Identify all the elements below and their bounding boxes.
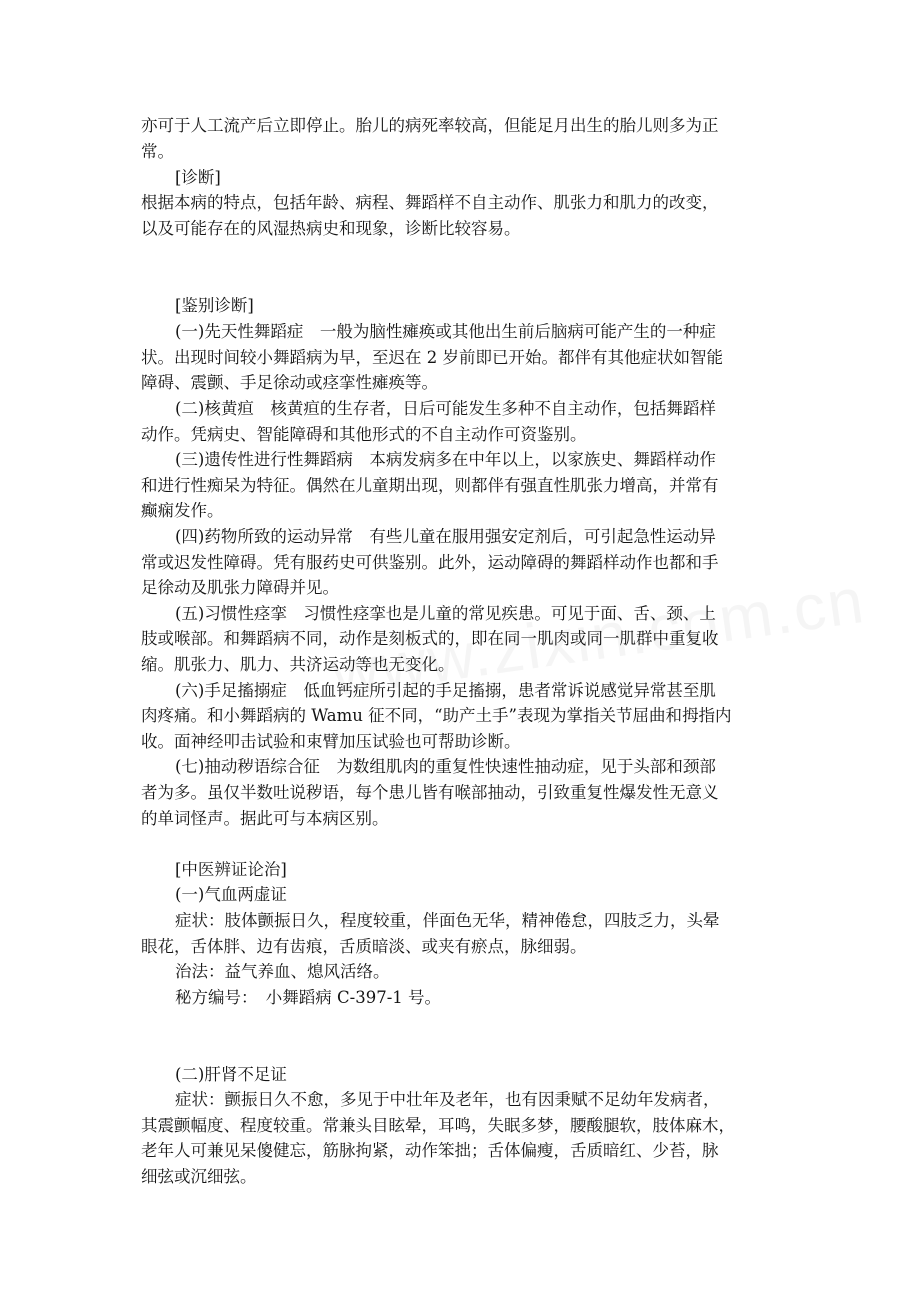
subsection-heading: (二)肝肾不足证: [175, 1065, 287, 1084]
text-line: 肉疼痛。和小舞蹈病的 Wamu 征不同，“助产土手”表现为掌指关节屈曲和拇指内: [141, 706, 732, 725]
text-line: 动作。凭病史、智能障碍和其他形式的不自主动作可资鉴别。: [141, 425, 587, 444]
text-line: (六)手足搐搦症 低血钙症所引起的手足搐搦，患者常诉说感觉异常甚至肌: [175, 681, 716, 700]
text-line: (七)抽动秽语综合征 为数组肌肉的重复性快速性抽动症，见于头部和颈部: [175, 757, 716, 776]
text-line: 的单词怪声。据此可与本病区别。: [141, 809, 389, 828]
text-line: (五)习惯性痉挛 习惯性痉挛也是儿童的常见疾患。可见于面、舌、颈、上: [175, 604, 716, 623]
section-heading-tcm: [中医辨证论治]: [175, 860, 287, 879]
text-line: 常。: [141, 142, 174, 161]
text-line: 症状：颤振日久不愈，多见于中壮年及老年，也有因秉赋不足幼年发病者，: [175, 1090, 720, 1109]
subsection-heading: (一)气血两虚证: [175, 885, 287, 904]
section-heading-differential: [鉴别诊断]: [175, 296, 254, 315]
text-line: 细弦或沉细弦。: [141, 1167, 257, 1186]
text-line: (二)核黄疸 核黄疸的生存者，日后可能发生多种不自主动作，包括舞蹈样: [175, 399, 716, 418]
text-line: 障碍、震颤、手足徐动或痉挛性瘫痪等。: [141, 373, 438, 392]
text-line: 收。面神经叩击试验和束臂加压试验也可帮助诊断。: [141, 732, 521, 751]
text-line: 足徐动及肌张力障碍并见。: [141, 578, 339, 597]
text-line: 和进行性痴呆为特征。偶然在儿童期出现，则都伴有强直性肌张力增高，并常有: [141, 476, 719, 495]
text-line: (一)先天性舞蹈症 一般为脑性瘫痪或其他出生前后脑病可能产生的一种症: [175, 322, 716, 341]
text-line: (三)遗传性进行性舞蹈病 本病发病多在中年以上，以家族史、舞蹈样动作: [175, 450, 716, 469]
text-line: (四)药物所致的运动异常 有些儿童在服用强安定剂后，可引起急性运动异: [175, 527, 716, 546]
section-heading-diagnosis: [诊断]: [175, 168, 221, 187]
text-line: 状。出现时间较小舞蹈病为早，至迟在 2 岁前即已开始。都伴有其他症状如智能: [141, 348, 723, 367]
text-line: 者为多。虽仅半数吐说秽语，每个患儿皆有喉部抽动，引致重复性爆发性无意义: [141, 783, 719, 802]
text-line: 其震颤幅度、程度较重。常兼头目眩晕，耳鸣，失眠多梦，腰酸腿软，肢体麻木，: [141, 1116, 735, 1135]
text-line: 眼花，舌体胖、边有齿痕，舌质暗淡、或夹有瘀点，脉细弱。: [141, 937, 587, 956]
text-line: 亦可于人工流产后立即停止。胎儿的病死率较高，但能足月出生的胎儿则多为正: [141, 116, 719, 135]
text-line: 以及可能存在的风湿热病史和现象，诊断比较容易。: [141, 219, 521, 238]
text-line: 肢或喉部。和舞蹈病不同，动作是刻板式的，即在同一肌肉或同一肌群中重复收: [141, 629, 719, 648]
text-line: 癫痫发作。: [141, 501, 224, 520]
text-line: 治法：益气养血、熄风活络。: [175, 962, 390, 981]
text-line: 症状：肢体颤振日久，程度较重，伴面色无华，精神倦怠，四肢乏力，头晕: [175, 911, 720, 930]
text-line: 根据本病的特点，包括年龄、病程、舞蹈样不自主动作、肌张力和肌力的改变，: [141, 193, 719, 212]
text-line: 老年人可兼见呆傻健忘，筋脉拘紧，动作笨拙；舌体偏瘦，舌质暗红、少苔，脉: [141, 1141, 719, 1160]
text-line: 常或迟发性障碍。凭有服药史可供鉴别。此外，运动障碍的舞蹈样动作也都和手: [141, 553, 719, 572]
text-line: 缩。肌张力、肌力、共济运动等也无变化。: [141, 655, 455, 674]
text-line: 秘方编号： 小舞蹈病 C-397-1 号。: [175, 988, 442, 1007]
